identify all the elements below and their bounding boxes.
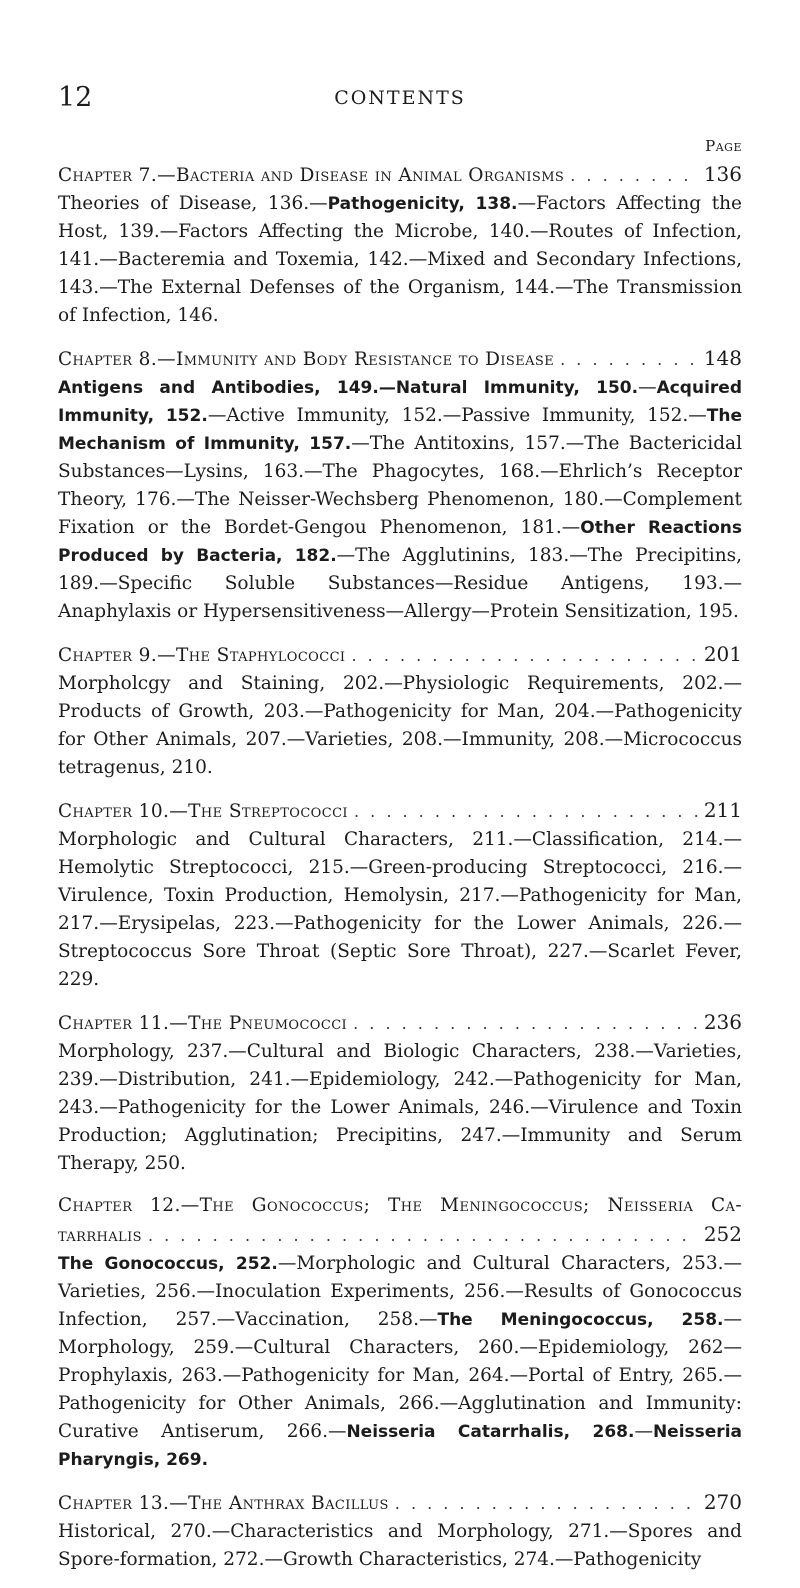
chapter-title: Chapter 8.—Immunity and Body Resistance to Disease [58, 349, 555, 370]
running-head: CONTENTS [334, 87, 466, 109]
leader-dots [560, 346, 698, 374]
page-column-label: Page [705, 137, 742, 155]
topic-text: Morphologic and Cultural Characters, 211.—Classification, 214.—Hemolytic Streptococci, 215.—Green-producing Streptococci, 216.—Virulence, Toxin Production, Hemolysin, 217.—Pathogenicity for Man, 217.—Erysipelas, 223.—Pathogenicity for the Lower Animals, 226.—Streptococcus Sore Throat (Septic Sore Throat), 227.—Scarlet Fever, 229. [58, 829, 742, 990]
chapter-entries [58, 1038, 742, 1178]
bold-topic: Neisseria Pharyngis, 269. [58, 1422, 742, 1470]
toc-chapter [58, 1488, 742, 1574]
topic-text: Morpholcgy and Staining, 202.—Physiologic Requirements, 202.—Products of Growth, 203.—Pathogenicity for Man, 204.—Pathogenicity for Other Animals, 207.—Varieties, 208.—Immunity, 208.—Micrococcus tetragenus, 210. [58, 673, 742, 778]
chapter-title: Chapter 12.—The Gonococcus; The Meningococcus; Neisseria Ca- [58, 1195, 742, 1216]
leader-dots [570, 162, 698, 190]
table-of-contents [58, 160, 742, 1588]
chapter-heading-line [58, 796, 742, 826]
chapter-page: 236 [703, 1010, 742, 1034]
bold-topic: Neisseria Catarrhalis, 268. [346, 1422, 635, 1442]
chapter-title: Chapter 13.—The Anthrax Bacillus [58, 1493, 389, 1514]
bold-topic: Pathogenicity, 138. [327, 194, 518, 214]
bold-topic: The Mechanism of Immunity, 157. [58, 406, 742, 454]
topic-text: —Morphologic and Cultural Characters, 253.—Varieties, 256.—Inoculation Experiments, 256.—Results of Gonococcus Infection, 257.—Vaccination, 258.— [58, 1253, 742, 1330]
leader-dots [351, 642, 697, 670]
topic-text: —The Agglutinins, 183.—The Precipitins, 189.—Specific Soluble Substances—Residue Antigens, 193.—Anaphylaxis or Hypersensitiveness—Allergy—Protein Sensitization, 195. [58, 545, 742, 622]
toc-chapter [58, 344, 742, 626]
chapter-page: 252 [703, 1222, 742, 1246]
page-number: 12 [58, 82, 93, 113]
bold-topic: The Meningococcus, 258. [437, 1310, 724, 1330]
chapter-heading-line [58, 640, 742, 670]
topic-text: — [634, 1421, 653, 1442]
chapter-title: Chapter 9.—The Staphylococci [58, 645, 346, 666]
chapter-title: Chapter 7.—Bacteria and Disease in Animal Organisms [58, 165, 565, 186]
bold-topic: The Gonococcus, 252. [58, 1254, 278, 1274]
chapter-heading-line [58, 1488, 742, 1518]
chapter-entries [58, 1250, 742, 1474]
chapter-title-continued: tarrhalis [58, 1225, 142, 1246]
topic-text: Theories of Disease, 136.— [58, 193, 328, 214]
topic-text: — [638, 377, 657, 398]
chapter-heading-line [58, 160, 742, 190]
chapter-entries [58, 826, 742, 994]
toc-chapter [58, 796, 742, 994]
chapter-page: 270 [703, 1490, 742, 1514]
chapter-heading-line [58, 344, 742, 374]
bold-topic: Acquired Immunity, 152. [58, 378, 742, 426]
chapter-page: 211 [703, 798, 742, 822]
topic-text: —Active Immunity, 152.—Passive Immunity, 152.— [207, 405, 707, 426]
topic-text: Historical, 270.—Characteristics and Morphology, 271.—Spores and Spore-formation, 272.—Growth Characteristics, 274.—Pathogenicity [58, 1521, 742, 1570]
topic-text: —Factors Affecting the Host, 139.—Factors Affecting the Microbe, 140.—Routes of Infection, 141.—Bacteremia and Toxemia, 142.—Mixed and Secondary Infections, 143.—The External Defenses of the Organism, 144.—The Transmission of Infection, 146. [58, 193, 743, 326]
chapter-title: Chapter 11.—The Pneumococci [58, 1013, 348, 1034]
page-header [0, 78, 800, 118]
chapter-page: 148 [703, 346, 742, 370]
topic-text: Morphology, 237.—Cultural and Biologic Characters, 238.—Varieties, 239.—Distribution, 241.—Epidemiology, 242.—Pathogenicity for Man, 243.—Pathogenicity for the Lower Animals, 246.—Virulence and Toxin Production; Agglutination; Precipitins, 247.—Immunity and Serum Therapy, 250. [58, 1041, 742, 1174]
toc-chapter [58, 1008, 742, 1178]
leader-dots [353, 1010, 698, 1038]
chapter-title: Chapter 10.—The Streptococci [58, 801, 348, 822]
chapter-entries [58, 670, 742, 782]
chapter-page: 201 [703, 642, 742, 666]
chapter-entries [58, 1518, 742, 1574]
topic-text: —The Antitoxins, 157.—The Bactericidal Substances—Lysins, 163.—The Phagocytes, 168.—Ehrlich’s Receptor Theory, 176.—The Neisser-Wechsberg Phenomenon, 180.—Complement Fixation or the Bordet-Gengou Phenomenon, 181.— [58, 433, 742, 538]
leader-dots [148, 1222, 698, 1250]
chapter-heading-line [58, 1220, 742, 1250]
leader-dots [395, 1490, 698, 1518]
toc-chapter [58, 640, 742, 782]
chapter-heading-line [58, 1008, 742, 1038]
chapter-page: 136 [703, 162, 742, 186]
bold-topic: Other Reactions Produced by Bacteria, 182. [58, 518, 742, 566]
chapter-entries [58, 374, 742, 626]
bold-topic: Antigens and Antibodies, 149.—Natural Immunity, 150. [58, 378, 639, 398]
chapter-entries [58, 190, 742, 330]
topic-text: —Morphology, 259.—Cultural Characters, 260.—Epidemiology, 262—Prophylaxis, 263.—Pathogenicity for Man, 264.—Portal of Entry, 265.—Pathogenicity for Other Animals, 266.—Agglutination and Immunity: Curative Antiserum, 266.— [58, 1309, 742, 1442]
toc-chapter [58, 160, 742, 330]
leader-dots [354, 798, 698, 826]
toc-chapter [58, 1192, 742, 1474]
